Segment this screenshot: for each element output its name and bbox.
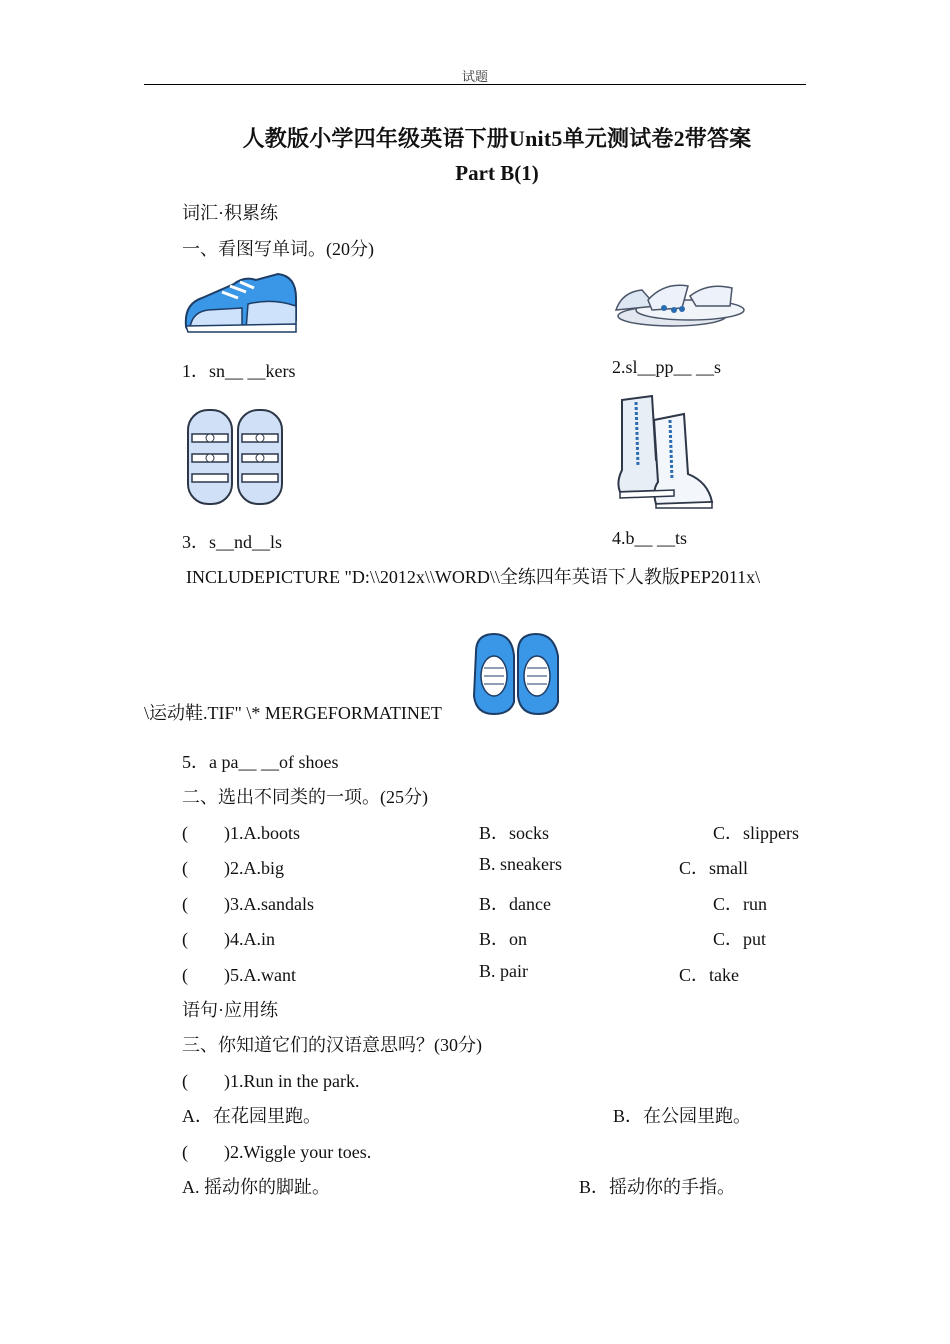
part2-q4-option-b: B．on xyxy=(479,929,528,949)
item2-label: 2.sl__pp__ __s xyxy=(612,357,722,377)
part2-q3-option-b: B．dance xyxy=(479,894,551,914)
item3-label: 3．s__nd__ls xyxy=(182,532,283,552)
include-field-line2: \运动鞋.TIF" \* MERGEFORMATINET xyxy=(144,703,442,723)
sandals-picture xyxy=(184,406,286,508)
part3-q1-option-a: A．在花园里跑。 xyxy=(182,1106,321,1126)
page-subtitle: Part B(1) xyxy=(455,161,539,185)
part3-q1: ( )1.Run in the park. xyxy=(182,1071,360,1091)
part2-q2-option-c: C．small xyxy=(679,858,749,878)
boots-picture xyxy=(612,390,716,510)
part3-q2: ( )2.Wiggle your toes. xyxy=(182,1142,372,1162)
page-title: 人教版小学四年级英语下册Unit5单元测试卷2带答案 xyxy=(242,126,752,151)
item1-label: 1．sn__ __kers xyxy=(182,361,296,381)
part2-heading: 二、选出不同类的一项。(25分) xyxy=(182,787,428,807)
header-rule xyxy=(144,84,806,85)
part2-q3-option-c: C．run xyxy=(713,894,767,914)
include-field-line1: INCLUDEPICTURE "D:\\2012x\\WORD\\全练四年英语下人教版PEP2011x\ xyxy=(186,567,761,587)
slippers-picture xyxy=(612,276,746,328)
part2-q1-option-b: B．socks xyxy=(479,823,550,843)
sneakers-picture xyxy=(182,268,300,334)
part2-q4-option-c: C．put xyxy=(713,929,767,949)
section-vocab-label: 词汇·积累练 xyxy=(182,203,278,223)
part2-q2-option-b: B. sneakers xyxy=(479,854,562,874)
part2-q1: ( )1.A.boots xyxy=(182,823,300,843)
part2-q5-option-c: C．take xyxy=(679,965,739,985)
section-sentence-label: 语句·应用练 xyxy=(182,1000,278,1020)
pair-of-shoes-picture xyxy=(470,632,564,716)
part3-q2-option-a: A. 摇动你的脚趾。 xyxy=(182,1177,330,1197)
part1-heading: 一、看图写单词。(20分) xyxy=(182,239,374,259)
part3-heading: 三、你知道它们的汉语意思吗？(30分) xyxy=(182,1035,482,1055)
part2-q5-option-b: B. pair xyxy=(479,961,528,981)
part2-q3: ( )3.A.sandals xyxy=(182,894,314,914)
part2-q1-option-c: C．slippers xyxy=(713,823,800,843)
part2-q5: ( )5.A.want xyxy=(182,965,296,985)
page-header: 试题 xyxy=(462,69,489,84)
part3-q1-option-b: B．在公园里跑。 xyxy=(613,1106,752,1126)
item4-label: 4.b__ __ts xyxy=(612,528,688,548)
part2-q4: ( )4.A.in xyxy=(182,929,275,949)
item5-label: 5．a pa__ __of shoes xyxy=(182,752,339,772)
part3-q2-option-b: B．摇动你的手指。 xyxy=(579,1177,736,1197)
part2-q2: ( )2.A.big xyxy=(182,858,284,878)
